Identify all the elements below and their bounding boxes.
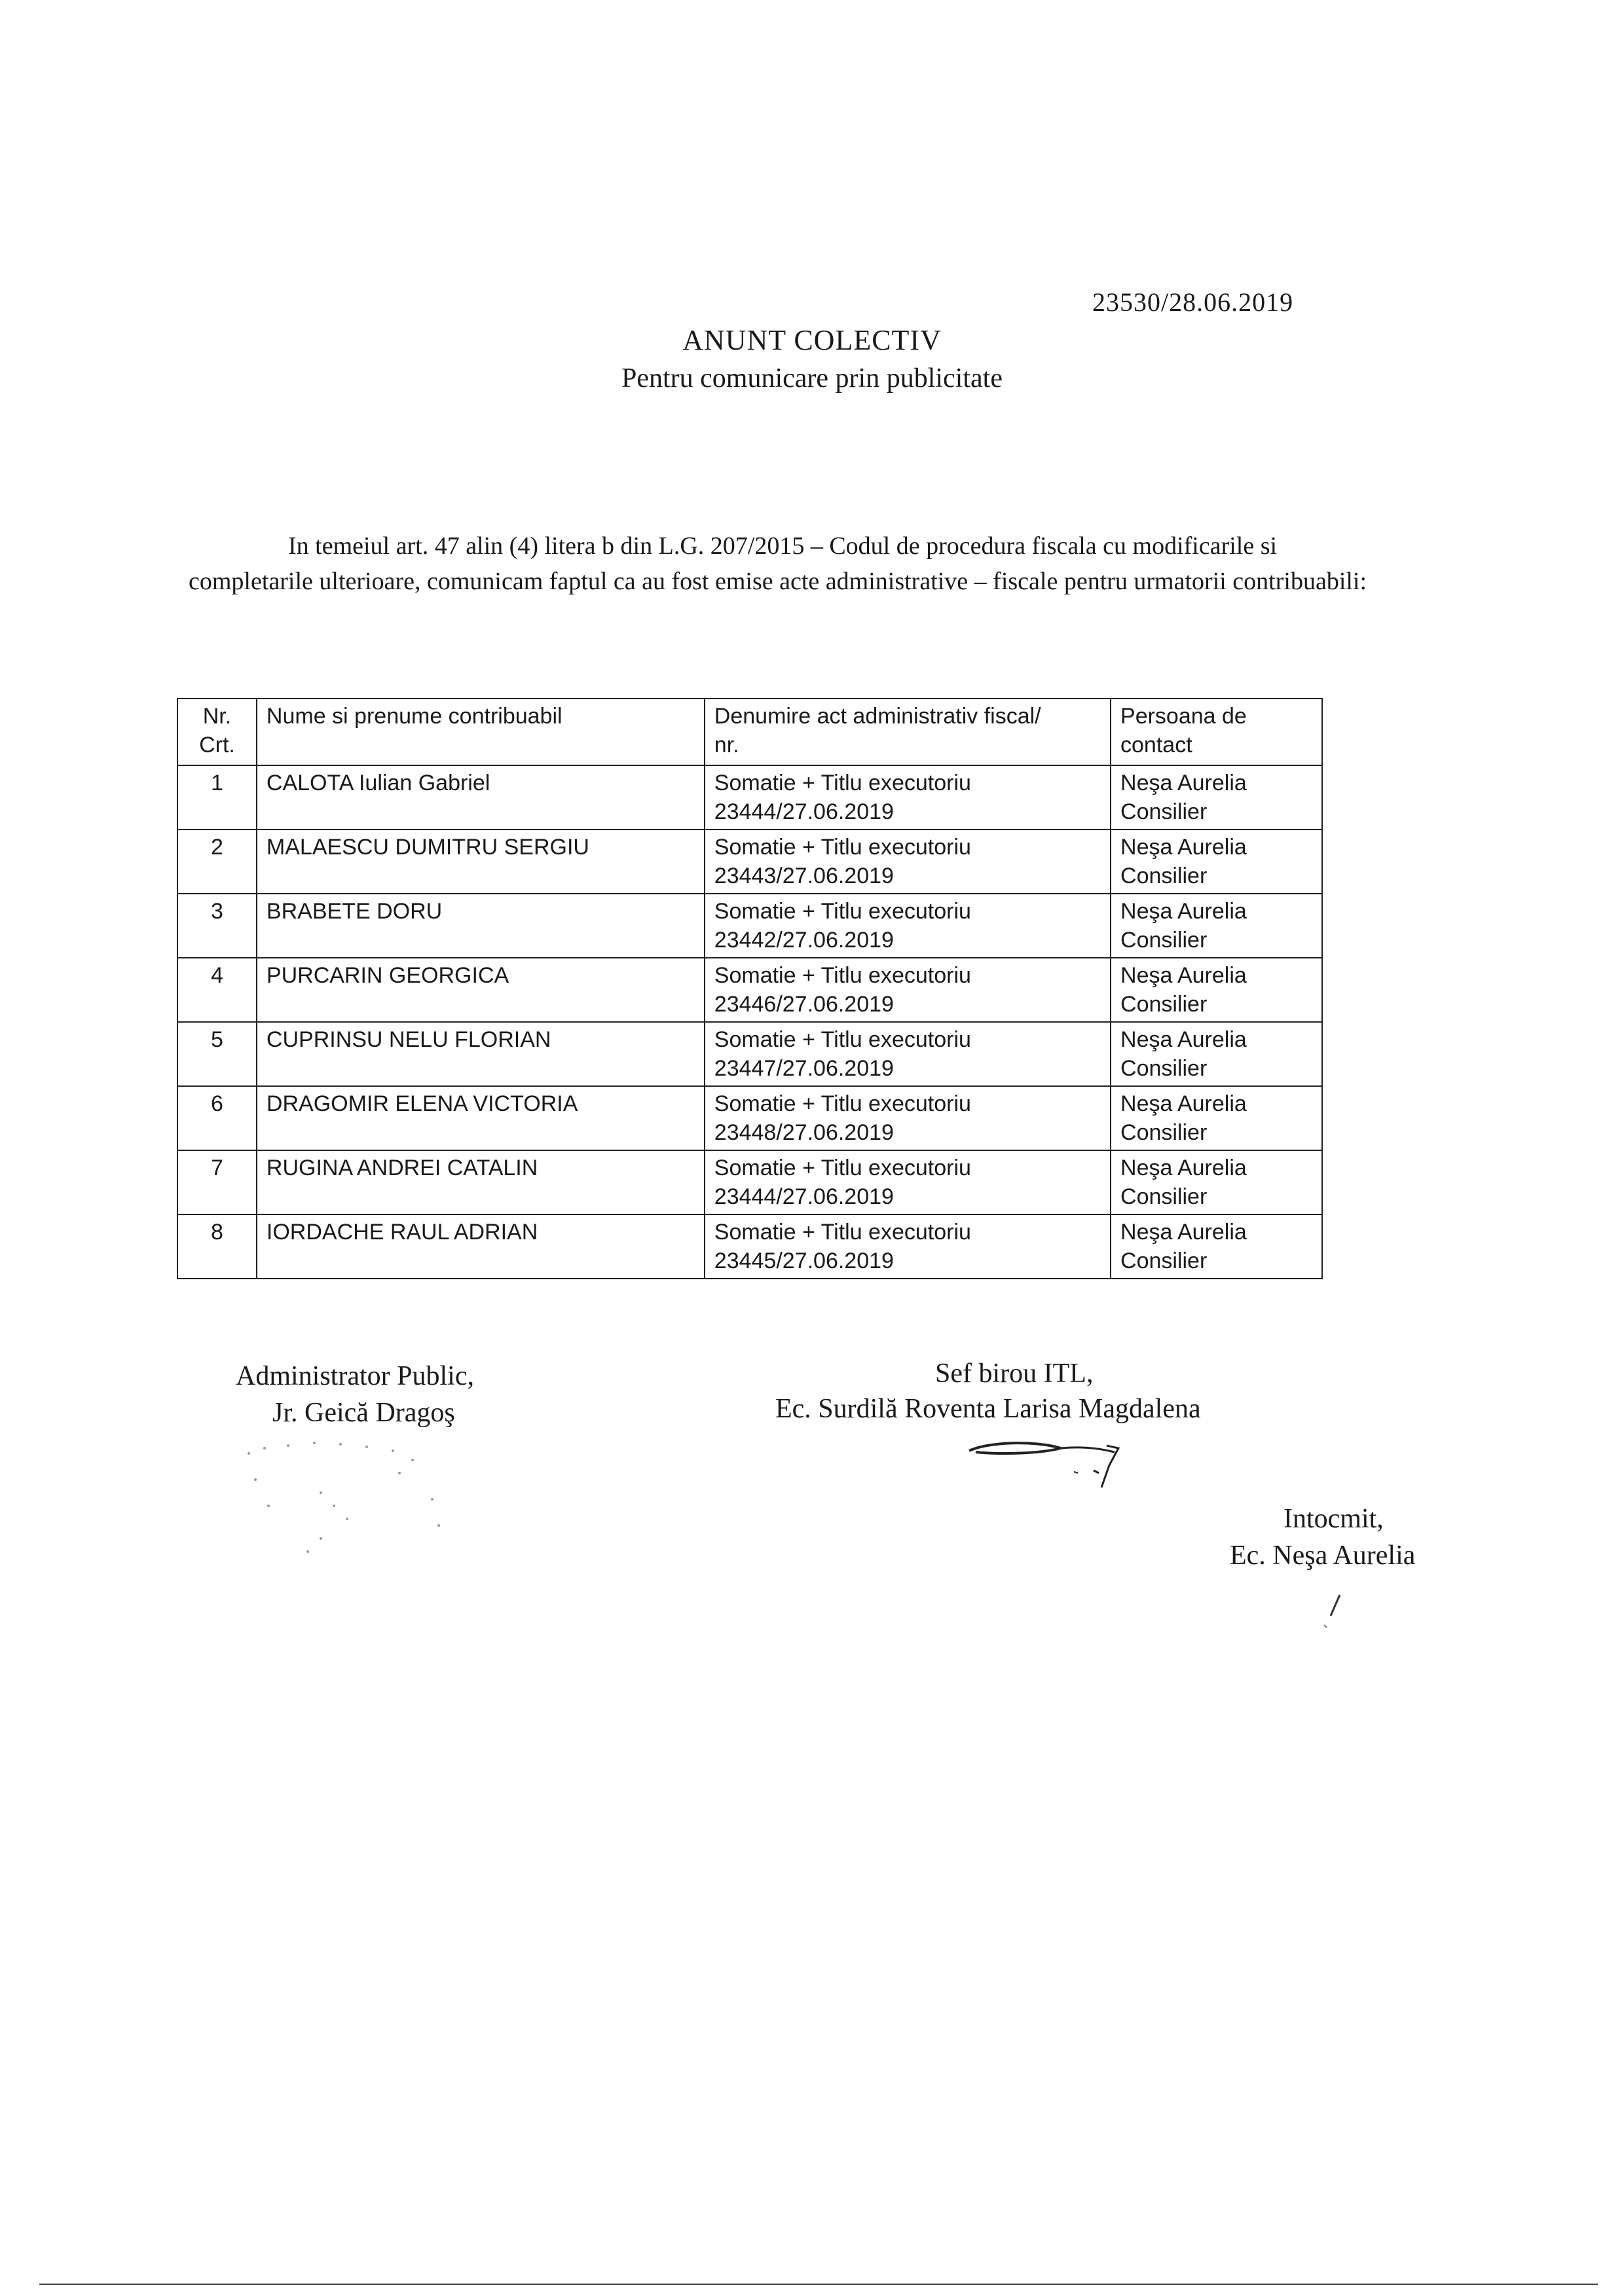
- contact-name: Neşa Aurelia: [1120, 835, 1247, 860]
- row-act: [705, 1086, 1111, 1150]
- act-type: Somatie + Titlu executoriu: [714, 835, 971, 860]
- contact-name: Neşa Aurelia: [1120, 1027, 1247, 1052]
- initial-mark: [1318, 1591, 1357, 1637]
- row-name: MALAESCU DUMITRU SERGIU: [257, 829, 705, 894]
- row-act: [705, 1214, 1111, 1279]
- header-act-nr-label: nr.: [714, 733, 739, 757]
- row-act: [705, 829, 1111, 894]
- contact-name: Neşa Aurelia: [1120, 1091, 1247, 1116]
- act-number: 23445/27.06.2019: [714, 1248, 894, 1273]
- row-nr: 8: [177, 1214, 257, 1279]
- intro-paragraph-line-1: In temeiul art. 47 alin (4) litera b din L.G. 207/2015 – Codul de procedura fiscala cu modificarile si: [288, 532, 1278, 560]
- act-number: 23448/27.06.2019: [714, 1120, 894, 1145]
- row-act: [705, 958, 1111, 1022]
- header-nr-label: Nr.: [202, 704, 232, 729]
- row-contact: [1111, 1086, 1322, 1150]
- row-contact: [1111, 1150, 1322, 1214]
- row-contact: [1111, 894, 1322, 958]
- act-number: 23444/27.06.2019: [714, 799, 894, 824]
- row-nr: 6: [177, 1086, 257, 1150]
- intro-paragraph-line-2: completarile ulterioare, comunicam faptul ca au fost emise acte administrative – fiscale pentru urmatorii contribuabili:: [189, 568, 1367, 595]
- act-type: Somatie + Titlu executoriu: [714, 1156, 971, 1180]
- header-name: Nume si prenume contribuabil: [257, 699, 705, 765]
- row-contact: [1111, 829, 1322, 894]
- table-row: [177, 1022, 1322, 1086]
- act-type: Somatie + Titlu executoriu: [714, 1220, 971, 1245]
- header-crt-label: Crt.: [199, 733, 235, 757]
- act-number: 23444/27.06.2019: [714, 1184, 894, 1209]
- row-contact: [1111, 765, 1322, 829]
- document-title: ANUNT COLECTIV: [682, 324, 942, 356]
- header-contact-label-2: contact: [1120, 733, 1192, 757]
- row-name: DRAGOMIR ELENA VICTORIA: [257, 1086, 705, 1150]
- contact-role: Consilier: [1120, 1120, 1208, 1145]
- contact-role: Consilier: [1120, 1184, 1208, 1209]
- row-contact: [1111, 1214, 1322, 1279]
- faint-stamp-mark: [236, 1434, 458, 1565]
- sef-signatory-name: Ec. Surdilă Roventa Larisa Magdalena: [775, 1394, 1201, 1424]
- sef-signatory-role: Sef birou ITL,: [935, 1358, 1094, 1389]
- contact-role: Consilier: [1120, 864, 1208, 888]
- contact-role: Consilier: [1120, 1056, 1208, 1081]
- contact-name: Neşa Aurelia: [1120, 963, 1247, 988]
- contact-role: Consilier: [1120, 799, 1208, 824]
- row-name: PURCARIN GEORGICA: [257, 958, 705, 1022]
- header-act-label: Denumire act administrativ fiscal/: [714, 704, 1041, 729]
- contact-name: Neşa Aurelia: [1120, 1220, 1247, 1245]
- contact-name: Neşa Aurelia: [1120, 899, 1247, 924]
- taxpayers-table: [177, 698, 1323, 1279]
- admin-signatory-role: Administrator Public,: [236, 1361, 474, 1391]
- table-row: [177, 1086, 1322, 1150]
- contact-name: Neşa Aurelia: [1120, 1156, 1247, 1180]
- table-row: [177, 765, 1322, 829]
- table-row: [177, 829, 1322, 894]
- contact-name: Neşa Aurelia: [1120, 771, 1247, 795]
- row-act: [705, 765, 1111, 829]
- table-row: [177, 958, 1322, 1022]
- table-row: [177, 1214, 1322, 1279]
- row-nr: 1: [177, 765, 257, 829]
- act-number: 23443/27.06.2019: [714, 864, 894, 888]
- act-type: Somatie + Titlu executoriu: [714, 1091, 971, 1116]
- row-name: BRABETE DORU: [257, 894, 705, 958]
- act-type: Somatie + Titlu executoriu: [714, 1027, 971, 1052]
- row-act: [705, 1150, 1111, 1214]
- page-bottom-edge: [39, 2284, 1598, 2285]
- document-reference-number: 23530/28.06.2019: [1092, 287, 1294, 317]
- row-nr: 2: [177, 829, 257, 894]
- row-act: [705, 894, 1111, 958]
- intocmit-signatory-name: Ec. Neşa Aurelia: [1230, 1540, 1416, 1571]
- act-type: Somatie + Titlu executoriu: [714, 771, 971, 795]
- row-nr: 5: [177, 1022, 257, 1086]
- contact-role: Consilier: [1120, 1248, 1208, 1273]
- table-row: [177, 1150, 1322, 1214]
- header-contact-label: Persoana de: [1120, 704, 1247, 729]
- row-contact: [1111, 1022, 1322, 1086]
- contact-role: Consilier: [1120, 992, 1208, 1017]
- header-contact: [1111, 699, 1322, 765]
- table-row: [177, 894, 1322, 958]
- admin-signatory-name: Jr. Geică Dragoş: [272, 1398, 455, 1428]
- table-header-row: [177, 699, 1322, 765]
- contact-role: Consilier: [1120, 928, 1208, 953]
- row-name: RUGINA ANDREI CATALIN: [257, 1150, 705, 1214]
- row-contact: [1111, 958, 1322, 1022]
- row-nr: 3: [177, 894, 257, 958]
- row-name: IORDACHE RAUL ADRIAN: [257, 1214, 705, 1279]
- act-number: 23446/27.06.2019: [714, 992, 894, 1017]
- header-act: [705, 699, 1111, 765]
- act-number: 23442/27.06.2019: [714, 928, 894, 953]
- act-number: 23447/27.06.2019: [714, 1056, 894, 1081]
- header-nr-crt: [177, 699, 257, 765]
- document-subtitle: Pentru comunicare prin publicitate: [621, 363, 1003, 393]
- row-name: CUPRINSU NELU FLORIAN: [257, 1022, 705, 1086]
- row-nr: 7: [177, 1150, 257, 1214]
- row-act: [705, 1022, 1111, 1086]
- row-name: CALOTA Iulian Gabriel: [257, 765, 705, 829]
- row-nr: 4: [177, 958, 257, 1022]
- intocmit-signatory-role: Intocmit,: [1283, 1504, 1384, 1534]
- act-type: Somatie + Titlu executoriu: [714, 963, 971, 988]
- act-type: Somatie + Titlu executoriu: [714, 899, 971, 924]
- handwritten-signature: [963, 1432, 1133, 1504]
